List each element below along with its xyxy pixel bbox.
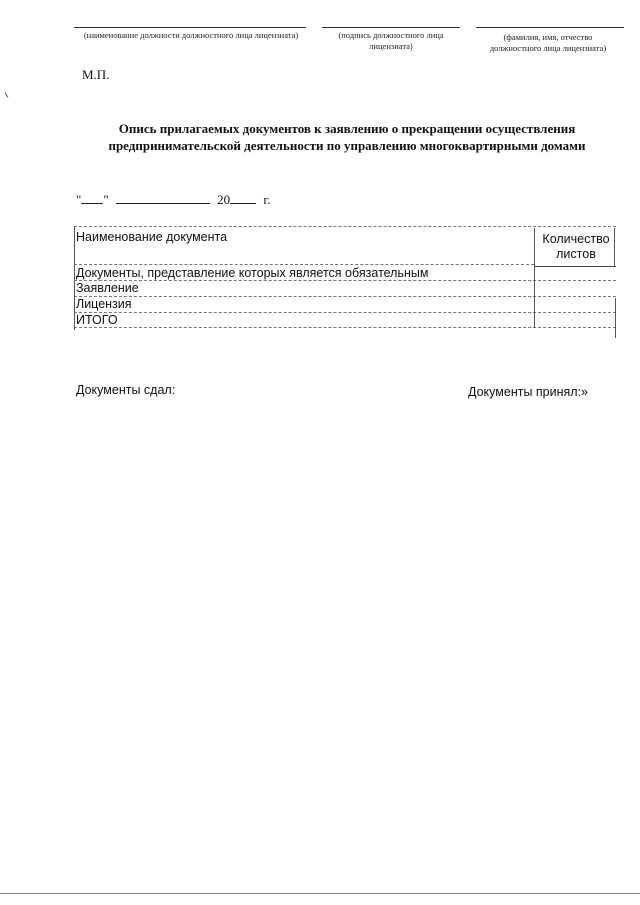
handed-over-label: Документы сдал:	[76, 383, 176, 397]
year-blank	[230, 192, 256, 204]
table-top-border	[74, 226, 616, 227]
row-name-total: ИТОГО	[76, 313, 118, 327]
row-name-application: Заявление	[76, 281, 139, 295]
table-count-header-divider	[534, 266, 616, 267]
date-quote-open: "	[76, 192, 82, 207]
table-header-divider	[74, 264, 534, 265]
document-title: Опись прилагаемых документов к заявлению о прекращении осуществления предпринимательской деятельности по управлению многоквартирными домами	[108, 121, 586, 153]
table-right-border-lower	[615, 298, 616, 338]
accepted-label: Документы принял:»	[468, 385, 589, 399]
row-name-license: Лицензия	[76, 297, 132, 311]
name-caption: (фамилия, имя, отчество должностного лица лицензиата)	[489, 32, 607, 53]
signature-line	[322, 27, 460, 28]
year-prefix: 20	[217, 192, 231, 207]
stamp-label: М.П.	[82, 67, 110, 82]
header-sheet-count: Количество листов	[542, 232, 610, 261]
signature-caption: (подпись должностного лица лицензиата)	[338, 30, 444, 51]
date-quote-close: "	[103, 192, 109, 207]
documents-table	[74, 226, 616, 339]
date-line	[76, 192, 271, 208]
position-caption: (наименование должности должностного лица лицензиата)	[83, 30, 299, 40]
header-document-name: Наименование документа	[76, 230, 228, 244]
stray-scan-mark	[5, 92, 9, 98]
year-suffix: г.	[263, 192, 271, 207]
section-row-mandatory: Документы, представление которых является обязательным	[76, 266, 429, 280]
table-count-column-border	[534, 228, 535, 328]
page-bottom-rule	[0, 893, 640, 894]
month-blank	[116, 192, 210, 204]
table-left-border	[74, 226, 75, 330]
day-blank	[81, 192, 103, 204]
position-signature-line	[74, 27, 306, 28]
name-signature-line	[476, 27, 624, 28]
